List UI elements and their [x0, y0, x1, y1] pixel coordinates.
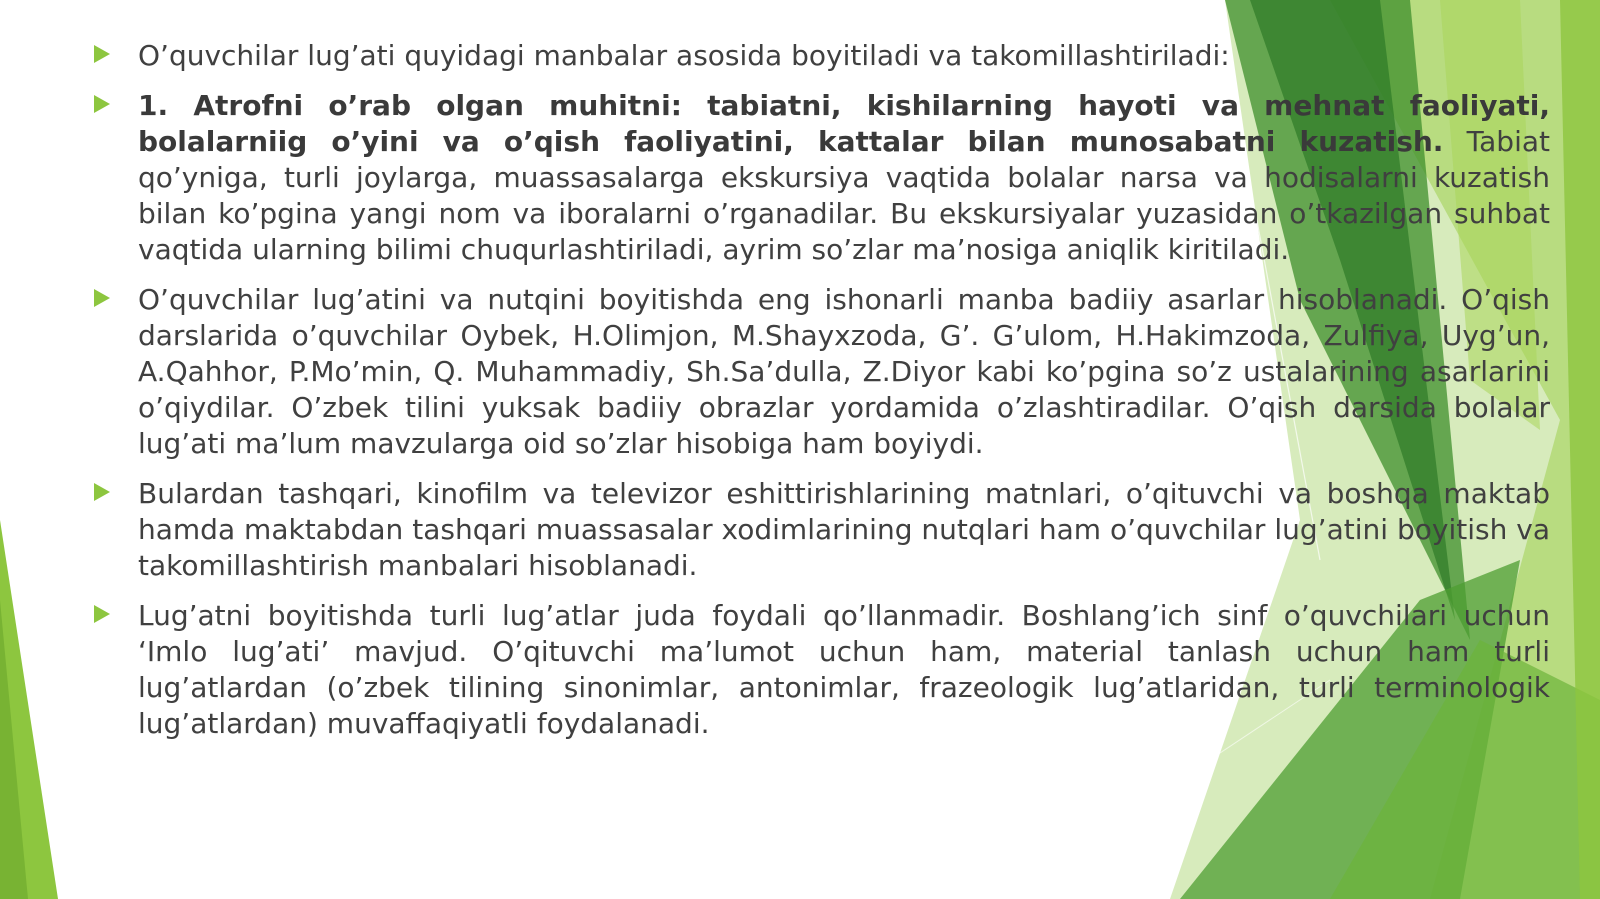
slide-content	[90, 38, 1550, 756]
bullet-arrow-icon	[94, 95, 110, 113]
bullet-item	[90, 282, 1550, 462]
bullet-text: Lug’atni boyitishda turli lug’atlar juda foydali qo’llanmadir. Boshlang’ich sinf o’quvchilari uchun ‘Imlo lug’ati’ mavjud. O’qituvchi ma’lumot uchun ham, material tanlash uchun ham turli lug’atlardan (o’zbek tilining sinonimlar, antonimlar, frazeologik lug’atlaridan, turli terminologik lug’atlardan) muvaffaqiyatli foydalanadi.	[138, 599, 1550, 740]
bullet-arrow-icon	[94, 483, 110, 501]
bullet-item	[90, 598, 1550, 742]
bullet-text: O’quvchilar lug’ati quyidagi manbalar asosida boyitiladi va takomillashtiriladi:	[138, 39, 1230, 72]
bullet-item	[90, 476, 1550, 584]
bullet-arrow-icon	[94, 45, 110, 63]
bullet-arrow-icon	[94, 605, 110, 623]
bullet-item	[90, 38, 1550, 74]
bullet-arrow-icon	[94, 289, 110, 307]
bullet-text: O’quvchilar lug’atini va nutqini boyitishda eng ishonarli manba badiiy asarlar hisoblanadi. O’qish darslarida o’quvchilar Oybek, H.Olimjon, M.Shayxzoda, G’. G’ulom, H.Hakimzoda, Zulfiya, Uyg’un, A.Qahhor, P.Mo’min, Q. Muhammadiy, Sh.Sa’dulla, Z.Diyor kabi ko’pgina so’z ustalarining asarlarini o’qiydilar. O’zbek tilini yuksak badiiy obrazlar yordamida o’zlashtiradilar. O’qish darsida bolalar lug’ati ma’lum mavzularga oid so’zlar hisobiga ham boyiydi.	[138, 283, 1550, 460]
bullet-item	[90, 88, 1550, 268]
bullet-bold-text: 1. Atrofni o’rab olgan muhitni: tabiatni, kishilarning hayoti va mehnat faoliyati, bolalarniig o’yini va o’qish faoliyatini, kattalar bilan munosabatni kuzatish.	[138, 89, 1550, 158]
bullet-text: Tabiat qo’yniga, turli joylarga, muassasalarga ekskursiya vaqtida bolalar narsa va hodisalarni kuzatish bilan ko’pgina yangi nom va iboralarni o’rganadilar. Bu ekskursiyalar yuzasidan o’tkazilgan suhbat vaqtida ularning bilimi chuqurlashtiriladi, ayrim so’zlar ma’nosiga aniqlik kiritiladi.	[138, 125, 1550, 266]
bullet-text: Bulardan tashqari, kinofilm va televizor eshittirishlarining matnlari, o’qituvchi va boshqa maktab hamda maktabdan tashqari muassasalar xodimlarining nutqlari ham o’quvchilar lug’atini boyitish va takomillashtirish manbalari hisoblanadi.	[138, 477, 1550, 582]
